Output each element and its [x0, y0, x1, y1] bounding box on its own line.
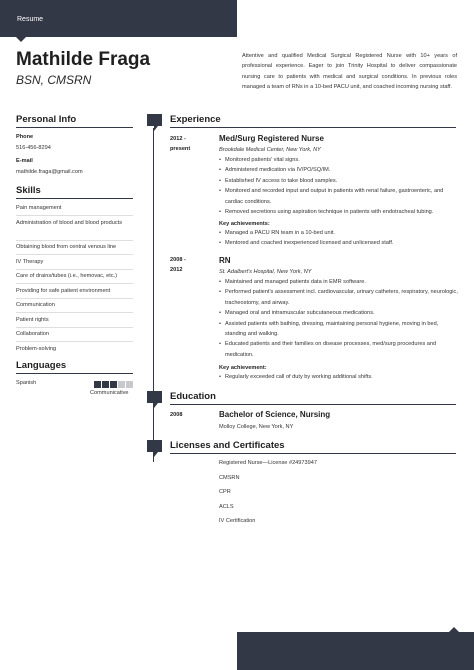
education-flag-icon — [147, 391, 162, 403]
rating-dot — [118, 381, 125, 388]
timeline-line — [153, 128, 154, 462]
phone-value: 516-456-8294 — [16, 145, 51, 151]
list-item: • Administered medication via IV/PO/SQ/IM. — [219, 165, 459, 175]
skill-divider — [16, 240, 133, 241]
skill-item: Administration of blood and blood products — [16, 220, 123, 226]
school-name: Molloy College, New York, NY — [219, 424, 294, 430]
experience-flag-icon — [147, 114, 162, 126]
list-item: • Performed patient's assessment incl. cardiovascular, urinary catheters, respiratory, neurologic, tracheostomy, and airway. — [219, 287, 459, 308]
skill-item: Pain management — [16, 205, 62, 211]
job-date-end: present — [170, 146, 191, 153]
list-item: • Maintained and managed patients data in EMR software. — [219, 277, 459, 287]
job-company: St. Adalbert's Hospital, New York, NY — [219, 269, 312, 275]
job-date-start: 2012 - — [170, 136, 186, 142]
summary-text: Attentive and qualified Medical Surgical Registered Nurse with 10+ years of professional experience. Eager to join Trinity Hospital to deliver compassionate nursing care to patients with medical and surgical conditions. In previous roles managed a team of RNs in a 10-bed PACU unit, and coached incoming nursing staff. — [242, 53, 457, 91]
achievements-label: Key achievements: — [219, 221, 270, 227]
language-name: Spanish — [16, 380, 37, 386]
skill-divider — [16, 254, 133, 255]
skill-divider — [16, 215, 133, 216]
list-item: • Managed a PACU RN team in a 10-bed unit. — [219, 228, 459, 238]
list-item: • Monitored patients' vital signs. — [219, 155, 459, 165]
skill-divider — [16, 312, 133, 313]
list-item: • Established IV access to take blood samples. — [219, 176, 459, 186]
job-date — [170, 134, 210, 155]
list-item: • Removed secretions using aspiration technique in patients with endotracheal tubing. — [219, 207, 459, 217]
job-date-start: 2008 - — [170, 257, 186, 263]
skill-divider — [16, 341, 133, 342]
skills-divider — [16, 198, 133, 199]
achievements-list — [219, 228, 459, 249]
job-title: Med/Surg Registered Nurse — [219, 134, 324, 143]
header-notch — [16, 37, 26, 42]
skill-item: Collaboration — [16, 331, 49, 337]
skill-divider — [16, 269, 133, 270]
skill-divider — [16, 298, 133, 299]
education-divider — [170, 404, 456, 405]
list-item: • Assisted patients with bathing, dressing, maintaining personal hygiene, moving in bed, standing and walking. — [219, 319, 459, 340]
language-rating — [94, 381, 133, 388]
education-heading: Education — [170, 391, 216, 402]
licenses-heading: Licenses and Certificates — [170, 440, 285, 451]
achievements-label: Key achievement: — [219, 365, 267, 371]
degree-title: Bachelor of Science, Nursing — [219, 410, 331, 419]
experience-divider — [170, 127, 456, 128]
job-date — [170, 255, 210, 276]
header-bar — [0, 0, 237, 37]
skill-item: Providing for safe patient environment — [16, 288, 111, 294]
skill-item: IV Therapy — [16, 259, 44, 265]
candidate-title: BSN, CMSRN — [16, 73, 92, 87]
skill-item: Care of drains/tubes (i.e., hemovac, etc.) — [16, 273, 118, 279]
achievements-list — [219, 372, 459, 382]
candidate-name: Mathilde Fraga — [16, 49, 151, 70]
skill-item: Communication — [16, 302, 55, 308]
skill-divider — [16, 283, 133, 284]
languages-divider — [16, 373, 133, 374]
license-item: IV Certification — [219, 518, 256, 524]
job-title: RN — [219, 256, 231, 265]
skill-divider — [16, 327, 133, 328]
language-level: Communicative — [90, 390, 129, 396]
license-item: ACLS — [219, 504, 234, 510]
job-company: Brookdale Medical Center, New York, NY — [219, 147, 321, 153]
license-item: CMSRN — [219, 475, 240, 481]
rating-dot — [110, 381, 117, 388]
resume-tag: Resume — [17, 16, 44, 23]
rating-dot — [102, 381, 109, 388]
languages-heading: Languages — [16, 360, 67, 371]
list-item: • Managed oral and intramuscular subcutaneous medications. — [219, 308, 459, 318]
job-date-end: 2012 — [170, 267, 183, 274]
email-label: E-mail — [16, 158, 33, 164]
skill-item: Patient rights — [16, 317, 49, 323]
experience-flag-tip — [154, 126, 158, 131]
rating-dot — [94, 381, 101, 388]
personal-info-divider — [16, 127, 133, 128]
list-item: • Mentored and coached inexperienced licensed and unlicensed staff. — [219, 238, 459, 248]
skill-item: Problem-solving — [16, 346, 57, 352]
email-value: mathilde.fraga@gmail.com — [16, 169, 83, 175]
experience-heading: Experience — [170, 114, 221, 125]
education-flag-tip — [154, 403, 158, 408]
list-item: • Regularly exceeded call of duty by working additional shifts. — [219, 372, 459, 382]
education-date: 2008 — [170, 412, 183, 418]
skills-heading: Skills — [16, 185, 41, 196]
list-item: • Monitored and recorded input and output in patients with renal failure, gastroenteric, and cardiac conditions. — [219, 186, 459, 207]
licenses-flag-tip — [154, 452, 158, 457]
job-duties-list — [219, 155, 459, 217]
licenses-divider — [170, 453, 456, 454]
license-item: Registered Nurse—License #24973947 — [219, 460, 317, 466]
list-item: • Educated patients and their families on disease processes, med/surg procedures and medication. — [219, 339, 459, 360]
rating-dot — [126, 381, 133, 388]
licenses-flag-icon — [147, 440, 162, 452]
phone-label: Phone — [16, 134, 34, 140]
personal-info-heading: Personal Info — [16, 114, 77, 125]
license-item: CPR — [219, 489, 231, 495]
footer-bar — [237, 632, 474, 670]
job-duties-list — [219, 277, 459, 360]
skill-item: Obtaining blood from central venous line — [16, 244, 117, 250]
